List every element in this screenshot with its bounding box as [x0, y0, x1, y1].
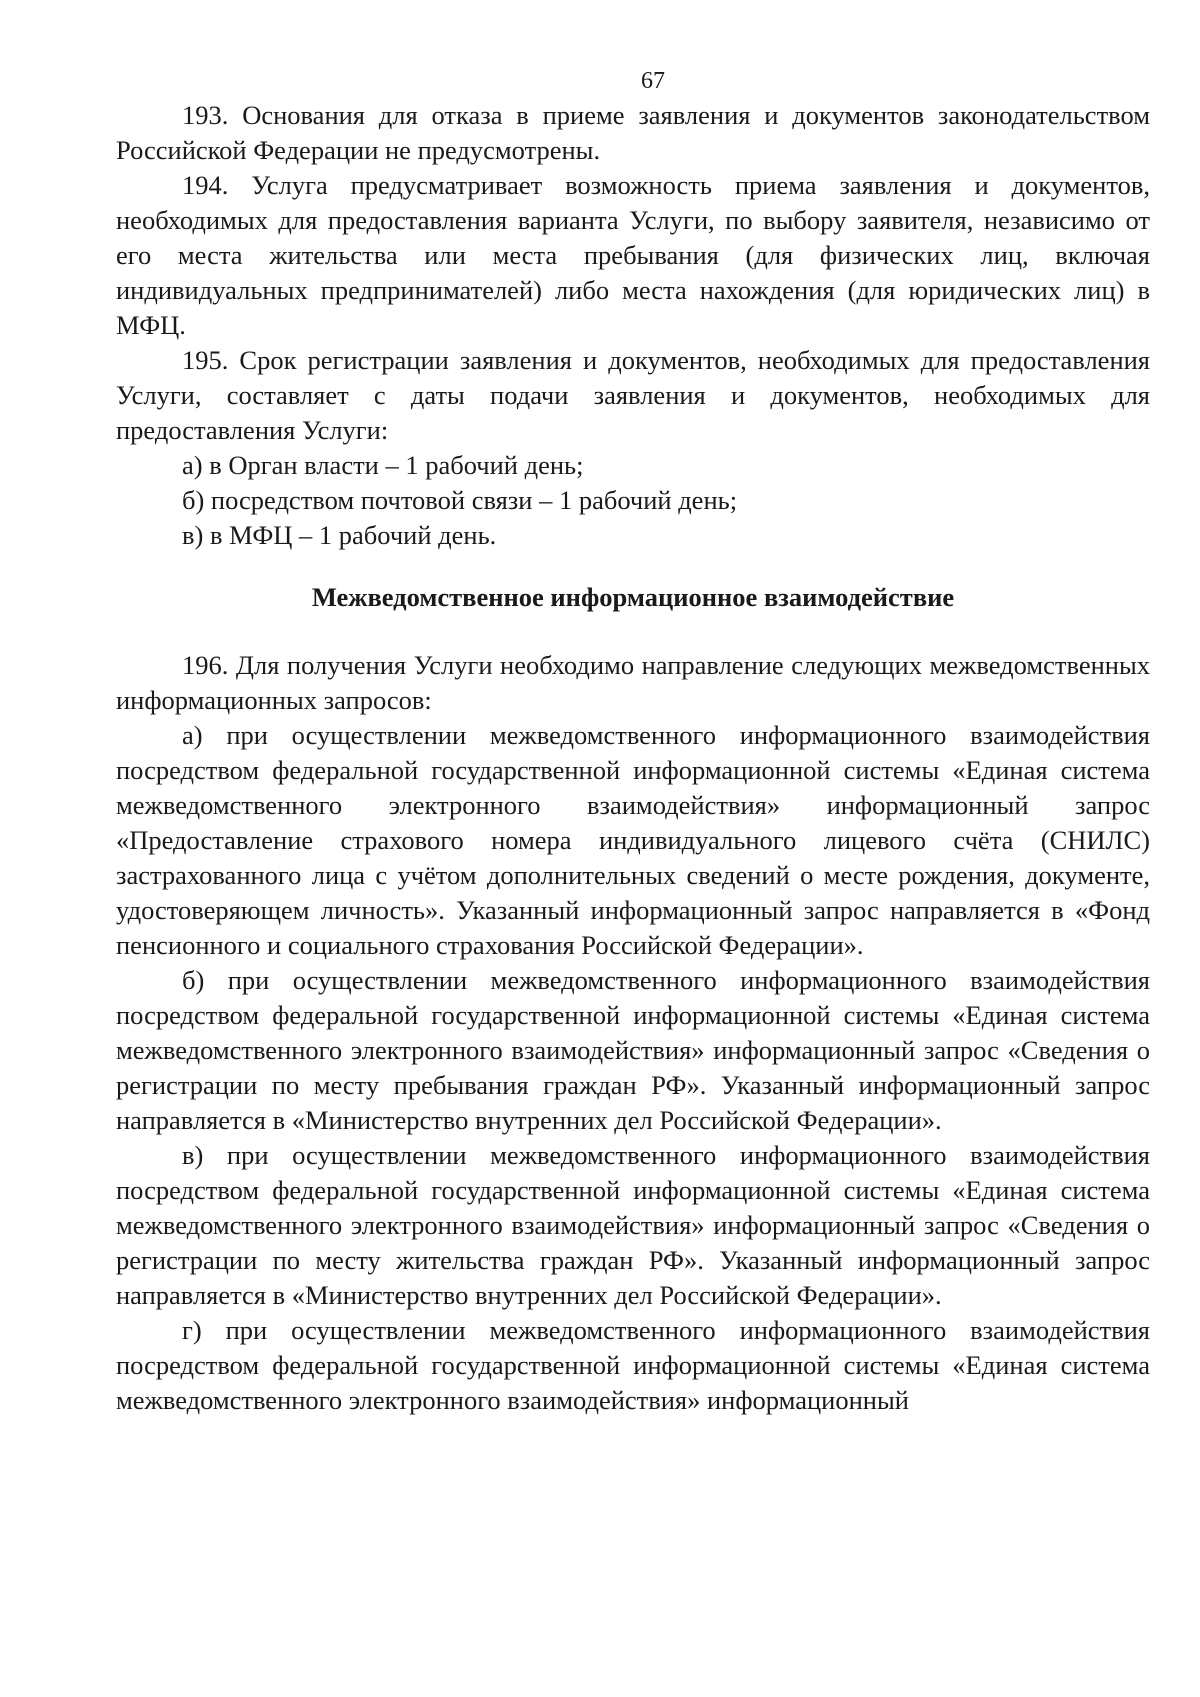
paragraph-196-a: а) при осуществлении межведомственного информационного взаимодействия посредством федеральной государственной информационной системы «Единая система межведомственного электронного взаимодействия» информационный запрос «Предоставление страхового номера индивидуального лицевого счёта (СНИЛС) застрахованного лица с учётом дополнительных сведений о месте рождения, документе, удостоверяющем личность». Указанный информационный запрос направляется в «Фонд пенсионного и социального страхования Российской Федерации». [116, 720, 1150, 960]
paragraph-195: 195. Срок регистрации заявления и документов, необходимых для предоставления Услуги, составляет с даты подачи заявления и документов, необходимых для предоставления Услуги: [116, 345, 1150, 445]
paragraph-196-b: б) при осуществлении межведомственного информационного взаимодействия посредством федеральной государственной информационной системы «Единая система межведомственного электронного взаимодействия» информационный запрос «Сведения о регистрации по месту пребывания граждан РФ». Указанный информационный запрос направляется в «Министерство внутренних дел Российской Федерации». [116, 965, 1150, 1135]
list-item-v: в) в МФЦ – 1 рабочий день. [182, 520, 497, 550]
paragraph-196-v: в) при осуществлении межведомственного информационного взаимодействия посредством федеральной государственной информационной системы «Единая система межведомственного электронного взаимодействия» информационный запрос «Сведения о регистрации по месту жительства граждан РФ». Указанный информационный запрос направляется в «Министерство внутренних дел Российской Федерации». [116, 1140, 1150, 1310]
page-number: 67 [641, 68, 665, 94]
paragraph-196: 196. Для получения Услуги необходимо направление следующих межведомственных информационных запросов: [116, 650, 1150, 715]
paragraph-194: 194. Услуга предусматривает возможность приема заявления и документов, необходимых для предоставления варианта Услуги, по выбору заявителя, независимо от его места жительства или места пребывания (для физических лиц, включая индивидуальных предпринимателей) либо места нахождения (для юридических лиц) в МФЦ. [116, 170, 1150, 340]
list-item-a: а) в Орган власти – 1 рабочий день; [182, 450, 584, 480]
list-item-b: б) посредством почтовой связи – 1 рабочий день; [182, 485, 738, 515]
section-heading: Межведомственное информационное взаимодействие [311, 582, 955, 612]
paragraph-193: 193. Основания для отказа в приеме заявления и документов законодательством Российской Федерации не предусмотрены. [116, 100, 1150, 165]
paragraph-196-g: г) при осуществлении межведомственного информационного взаимодействия посредством федеральной государственной информационной системы «Единая система межведомственного электронного взаимодействия» информационный [116, 1315, 1150, 1415]
